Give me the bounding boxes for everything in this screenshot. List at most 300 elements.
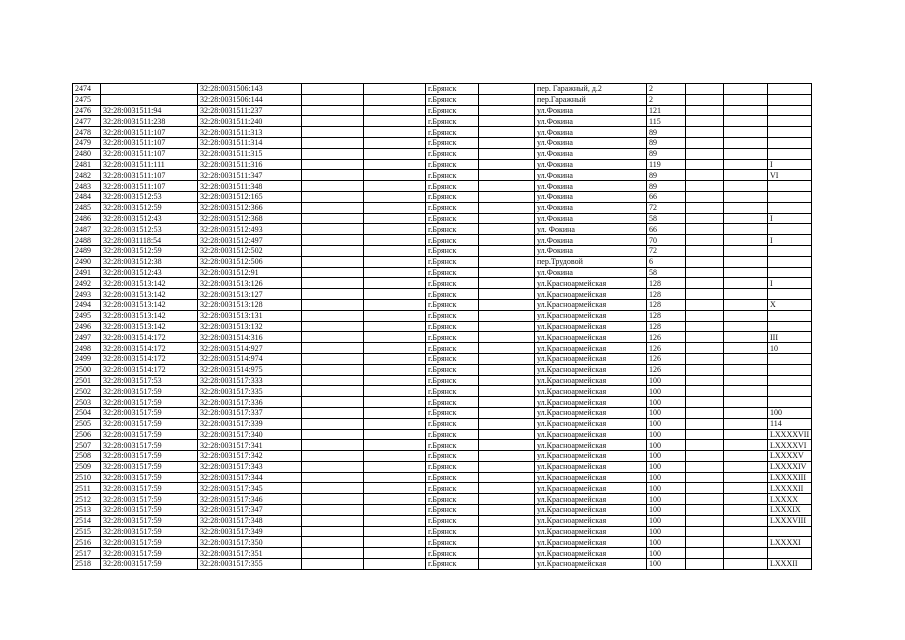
cell-empty-col-e <box>724 202 768 213</box>
cell-empty-col-d <box>686 289 724 300</box>
table-row <box>73 483 812 494</box>
cell-empty-col-c <box>479 548 535 559</box>
cell-empty-col-a <box>302 94 364 105</box>
cell-empty-col-e <box>724 548 768 559</box>
cell-cadastral-number: 32:28:0031512:165 <box>198 191 302 202</box>
cell-cadastral-number: 32:28:0031517:344 <box>198 472 302 483</box>
cell-empty-col-a <box>302 321 364 332</box>
cell-empty-col-b <box>364 429 426 440</box>
cell-parent-cadastral-number: 32:28:0031511:107 <box>101 127 198 138</box>
cell-city: г.Брянск <box>426 191 479 202</box>
table-row <box>73 494 812 505</box>
cell-city: г.Брянск <box>426 515 479 526</box>
cell-city: г.Брянск <box>426 137 479 148</box>
cell-empty-col-e <box>724 472 768 483</box>
cell-empty-col-e <box>724 397 768 408</box>
cell-cadastral-number: 32:28:0031512:91 <box>198 267 302 278</box>
cell-parent-cadastral-number: 32:28:0031512:53 <box>101 191 198 202</box>
cell-empty-col-b <box>364 116 426 127</box>
cell-room-number <box>768 267 812 278</box>
cell-empty-col-a <box>302 397 364 408</box>
cell-cadastral-number: 32:28:0031517:351 <box>198 548 302 559</box>
table-row <box>73 137 812 148</box>
cell-house-number: 2 <box>647 94 686 105</box>
cell-empty-col-c <box>479 537 535 548</box>
cell-row-number: 2509 <box>73 461 101 472</box>
cell-empty-col-a <box>302 418 364 429</box>
cell-cadastral-number: 32:28:0031517:333 <box>198 375 302 386</box>
cell-empty-col-b <box>364 127 426 138</box>
cell-empty-col-e <box>724 94 768 105</box>
cell-empty-col-e <box>724 353 768 364</box>
cell-parent-cadastral-number: 32:28:0031512:53 <box>101 224 198 235</box>
cell-empty-col-c <box>479 289 535 300</box>
cell-empty-col-e <box>724 515 768 526</box>
cell-empty-col-c <box>479 461 535 472</box>
cell-empty-col-d <box>686 429 724 440</box>
cell-empty-col-a <box>302 267 364 278</box>
cell-street: ул.Фокина <box>535 191 647 202</box>
cell-room-number <box>768 137 812 148</box>
cell-empty-col-c <box>479 267 535 278</box>
cell-empty-col-d <box>686 299 724 310</box>
cell-row-number: 2497 <box>73 332 101 343</box>
cell-row-number: 2481 <box>73 159 101 170</box>
cell-parent-cadastral-number: 32:28:0031517:59 <box>101 472 198 483</box>
cell-house-number: 72 <box>647 245 686 256</box>
cell-parent-cadastral-number <box>101 84 198 95</box>
cell-empty-col-d <box>686 472 724 483</box>
cell-empty-col-c <box>479 310 535 321</box>
cell-house-number: 6 <box>647 256 686 267</box>
cell-row-number: 2504 <box>73 407 101 418</box>
cell-street: ул.Фокина <box>535 148 647 159</box>
cell-house-number: 128 <box>647 278 686 289</box>
cell-empty-col-c <box>479 397 535 408</box>
cell-room-number <box>768 375 812 386</box>
cell-empty-col-a <box>302 278 364 289</box>
cell-cadastral-number: 32:28:0031517:339 <box>198 418 302 429</box>
cell-room-number: 114 <box>768 418 812 429</box>
cell-empty-col-c <box>479 202 535 213</box>
cell-house-number: 121 <box>647 105 686 116</box>
cell-room-number: I <box>768 213 812 224</box>
cell-house-number: 100 <box>647 537 686 548</box>
cell-empty-col-c <box>479 375 535 386</box>
cell-room-number: LXXXXV <box>768 451 812 462</box>
cell-street: ул.Фокина <box>535 137 647 148</box>
cell-house-number: 89 <box>647 148 686 159</box>
cell-empty-col-c <box>479 407 535 418</box>
cell-house-number: 100 <box>647 483 686 494</box>
table-row <box>73 461 812 472</box>
cell-parent-cadastral-number: 32:28:0031513:142 <box>101 310 198 321</box>
cell-city: г.Брянск <box>426 472 479 483</box>
cell-street: пер. Гаражный, д.2 <box>535 84 647 95</box>
cell-empty-col-a <box>302 461 364 472</box>
cell-street: ул.Фокина <box>535 116 647 127</box>
cell-row-number: 2486 <box>73 213 101 224</box>
cell-row-number: 2507 <box>73 440 101 451</box>
cell-empty-col-d <box>686 213 724 224</box>
cell-cadastral-number: 32:28:0031511:316 <box>198 159 302 170</box>
cell-empty-col-a <box>302 105 364 116</box>
cell-room-number: LXXXXII <box>768 483 812 494</box>
cell-room-number <box>768 526 812 537</box>
cell-empty-col-c <box>479 353 535 364</box>
cell-empty-col-b <box>364 472 426 483</box>
cell-empty-col-c <box>479 386 535 397</box>
cell-empty-col-c <box>479 245 535 256</box>
cell-empty-col-b <box>364 84 426 95</box>
cell-row-number: 2480 <box>73 148 101 159</box>
cell-room-number: X <box>768 299 812 310</box>
cell-street: ул. Фокина <box>535 224 647 235</box>
cell-row-number: 2511 <box>73 483 101 494</box>
cell-empty-col-c <box>479 213 535 224</box>
cell-row-number: 2487 <box>73 224 101 235</box>
cell-empty-col-c <box>479 84 535 95</box>
cell-row-number: 2518 <box>73 559 101 570</box>
cell-house-number: 126 <box>647 353 686 364</box>
cell-city: г.Брянск <box>426 245 479 256</box>
cell-row-number: 2515 <box>73 526 101 537</box>
table-row <box>73 181 812 192</box>
cell-empty-col-b <box>364 191 426 202</box>
cell-street: ул.Красноармейская <box>535 299 647 310</box>
cell-empty-col-d <box>686 105 724 116</box>
cell-parent-cadastral-number: 32:28:0031118:54 <box>101 235 198 246</box>
cell-cadastral-number: 32:28:0031513:126 <box>198 278 302 289</box>
cell-house-number: 100 <box>647 429 686 440</box>
cell-room-number: I <box>768 278 812 289</box>
cell-room-number: LXXXXIV <box>768 461 812 472</box>
cell-row-number: 2514 <box>73 515 101 526</box>
cell-house-number: 128 <box>647 299 686 310</box>
cell-empty-col-b <box>364 494 426 505</box>
cell-room-number: 10 <box>768 343 812 354</box>
cell-empty-col-a <box>302 483 364 494</box>
cell-cadastral-number: 32:28:0031517:343 <box>198 461 302 472</box>
table-row <box>73 559 812 570</box>
cell-street: ул.Красноармейская <box>535 440 647 451</box>
cell-empty-col-e <box>724 332 768 343</box>
table-row <box>73 235 812 246</box>
cell-row-number: 2482 <box>73 170 101 181</box>
table-row <box>73 94 812 105</box>
cell-empty-col-d <box>686 375 724 386</box>
cell-city: г.Брянск <box>426 278 479 289</box>
cell-empty-col-b <box>364 548 426 559</box>
cell-empty-col-d <box>686 483 724 494</box>
cell-empty-col-a <box>302 116 364 127</box>
cell-empty-col-a <box>302 526 364 537</box>
cell-cadastral-number: 32:28:0031517:335 <box>198 386 302 397</box>
cell-cadastral-number: 32:28:0031512:493 <box>198 224 302 235</box>
cell-room-number <box>768 256 812 267</box>
cell-empty-col-e <box>724 321 768 332</box>
cell-parent-cadastral-number: 32:28:0031513:142 <box>101 321 198 332</box>
table-body <box>73 84 812 570</box>
cell-row-number: 2492 <box>73 278 101 289</box>
cell-empty-col-c <box>479 105 535 116</box>
cell-house-number: 100 <box>647 397 686 408</box>
table-row <box>73 116 812 127</box>
cell-city: г.Брянск <box>426 440 479 451</box>
cell-empty-col-d <box>686 267 724 278</box>
cell-empty-col-b <box>364 364 426 375</box>
cell-empty-col-d <box>686 332 724 343</box>
cell-parent-cadastral-number: 32:28:0031517:59 <box>101 397 198 408</box>
cell-empty-col-a <box>302 245 364 256</box>
cell-empty-col-e <box>724 299 768 310</box>
cell-empty-col-e <box>724 364 768 375</box>
cell-empty-col-d <box>686 505 724 516</box>
cell-room-number <box>768 397 812 408</box>
cell-parent-cadastral-number: 32:28:0031517:59 <box>101 494 198 505</box>
cell-street: ул.Красноармейская <box>535 310 647 321</box>
table-row <box>73 170 812 181</box>
cell-empty-col-d <box>686 343 724 354</box>
cell-empty-col-a <box>302 224 364 235</box>
table-row <box>73 526 812 537</box>
cell-empty-col-a <box>302 375 364 386</box>
cell-room-number: III <box>768 332 812 343</box>
cell-parent-cadastral-number: 32:28:0031517:59 <box>101 429 198 440</box>
cell-empty-col-e <box>724 429 768 440</box>
cell-empty-col-e <box>724 375 768 386</box>
cell-street: ул.Красноармейская <box>535 559 647 570</box>
cell-empty-col-b <box>364 515 426 526</box>
cell-cadastral-number: 32:28:0031517:346 <box>198 494 302 505</box>
cell-parent-cadastral-number: 32:28:0031512:38 <box>101 256 198 267</box>
cell-empty-col-c <box>479 278 535 289</box>
cell-parent-cadastral-number: 32:28:0031517:53 <box>101 375 198 386</box>
cell-cadastral-number: 32:28:0031511:237 <box>198 105 302 116</box>
cell-house-number: 89 <box>647 170 686 181</box>
cell-empty-col-e <box>724 451 768 462</box>
cell-parent-cadastral-number: 32:28:0031511:94 <box>101 105 198 116</box>
cell-empty-col-b <box>364 310 426 321</box>
cell-cadastral-number: 32:28:0031517:355 <box>198 559 302 570</box>
cell-house-number: 89 <box>647 181 686 192</box>
cell-empty-col-b <box>364 397 426 408</box>
cell-empty-col-c <box>479 526 535 537</box>
cell-street: ул.Фокина <box>535 235 647 246</box>
cell-cadastral-number: 32:28:0031511:313 <box>198 127 302 138</box>
cell-room-number: LXXXXI <box>768 537 812 548</box>
cell-house-number: 126 <box>647 343 686 354</box>
table-row <box>73 224 812 235</box>
cell-city: г.Брянск <box>426 343 479 354</box>
table-row <box>73 289 812 300</box>
cell-house-number: 100 <box>647 559 686 570</box>
table-row <box>73 191 812 202</box>
cell-city: г.Брянск <box>426 310 479 321</box>
cell-room-number: LXXXXVI <box>768 440 812 451</box>
cell-street: ул.Фокина <box>535 105 647 116</box>
cell-row-number: 2498 <box>73 343 101 354</box>
cell-street: ул.Красноармейская <box>535 418 647 429</box>
cell-house-number: 100 <box>647 526 686 537</box>
cell-house-number: 100 <box>647 494 686 505</box>
cell-empty-col-b <box>364 440 426 451</box>
table-row <box>73 202 812 213</box>
cell-empty-col-b <box>364 299 426 310</box>
cell-city: г.Брянск <box>426 386 479 397</box>
cell-empty-col-d <box>686 515 724 526</box>
cell-room-number: LXXXXVII <box>768 429 812 440</box>
cell-city: г.Брянск <box>426 213 479 224</box>
cell-city: г.Брянск <box>426 397 479 408</box>
cell-empty-col-c <box>479 94 535 105</box>
cell-empty-col-e <box>724 537 768 548</box>
cell-empty-col-c <box>479 515 535 526</box>
cell-city: г.Брянск <box>426 494 479 505</box>
cell-parent-cadastral-number: 32:28:0031514:172 <box>101 364 198 375</box>
cell-empty-col-b <box>364 375 426 386</box>
table-row <box>73 278 812 289</box>
cell-empty-col-c <box>479 321 535 332</box>
cell-empty-col-a <box>302 343 364 354</box>
cell-parent-cadastral-number: 32:28:0031517:59 <box>101 537 198 548</box>
cell-empty-col-d <box>686 148 724 159</box>
cell-city: г.Брянск <box>426 332 479 343</box>
cell-empty-col-c <box>479 483 535 494</box>
cell-empty-col-e <box>724 494 768 505</box>
cell-row-number: 2499 <box>73 353 101 364</box>
table-row <box>73 440 812 451</box>
cell-cadastral-number: 32:28:0031513:132 <box>198 321 302 332</box>
table-row <box>73 375 812 386</box>
cell-empty-col-e <box>724 148 768 159</box>
cell-street: ул.Фокина <box>535 245 647 256</box>
cell-empty-col-e <box>724 256 768 267</box>
cell-empty-col-c <box>479 170 535 181</box>
cell-row-number: 2476 <box>73 105 101 116</box>
cell-house-number: 126 <box>647 332 686 343</box>
cell-cadastral-number: 32:28:0031514:974 <box>198 353 302 364</box>
cell-empty-col-e <box>724 440 768 451</box>
cell-parent-cadastral-number: 32:28:0031517:59 <box>101 418 198 429</box>
cell-empty-col-d <box>686 94 724 105</box>
cell-room-number <box>768 321 812 332</box>
cell-empty-col-e <box>724 84 768 95</box>
cell-street: ул.Фокина <box>535 267 647 278</box>
table-row <box>73 321 812 332</box>
cell-house-number: 126 <box>647 364 686 375</box>
cell-empty-col-c <box>479 418 535 429</box>
cell-empty-col-a <box>302 515 364 526</box>
cell-street: ул.Красноармейская <box>535 278 647 289</box>
cell-street: ул.Красноармейская <box>535 526 647 537</box>
cell-house-number: 72 <box>647 202 686 213</box>
cell-room-number <box>768 245 812 256</box>
cell-empty-col-e <box>724 505 768 516</box>
records-table <box>72 83 812 570</box>
cell-row-number: 2484 <box>73 191 101 202</box>
cell-empty-col-c <box>479 494 535 505</box>
cell-empty-col-c <box>479 332 535 343</box>
cell-empty-col-b <box>364 461 426 472</box>
cell-house-number: 100 <box>647 375 686 386</box>
cell-city: г.Брянск <box>426 364 479 375</box>
cell-cadastral-number: 32:28:0031512:366 <box>198 202 302 213</box>
cell-cadastral-number: 32:28:0031517:345 <box>198 483 302 494</box>
cell-empty-col-b <box>364 559 426 570</box>
cell-empty-col-a <box>302 127 364 138</box>
cell-parent-cadastral-number: 32:28:0031513:142 <box>101 289 198 300</box>
cell-city: г.Брянск <box>426 105 479 116</box>
table-row <box>73 364 812 375</box>
cell-street: ул.Фокина <box>535 159 647 170</box>
cell-house-number: 100 <box>647 515 686 526</box>
cell-empty-col-b <box>364 94 426 105</box>
cell-empty-col-e <box>724 191 768 202</box>
cell-house-number: 89 <box>647 137 686 148</box>
cell-cadastral-number: 32:28:0031517:336 <box>198 397 302 408</box>
cell-cadastral-number: 32:28:0031511:240 <box>198 116 302 127</box>
table-row <box>73 84 812 95</box>
table-row <box>73 397 812 408</box>
cell-empty-col-b <box>364 321 426 332</box>
table-row <box>73 267 812 278</box>
cell-room-number <box>768 84 812 95</box>
cell-city: г.Брянск <box>426 170 479 181</box>
cell-house-number: 100 <box>647 472 686 483</box>
cell-city: г.Брянск <box>426 235 479 246</box>
cell-parent-cadastral-number: 32:28:0031517:59 <box>101 461 198 472</box>
cell-cadastral-number: 32:28:0031506:143 <box>198 84 302 95</box>
cell-house-number: 2 <box>647 84 686 95</box>
table-row <box>73 472 812 483</box>
cell-empty-col-b <box>364 105 426 116</box>
cell-empty-col-e <box>724 235 768 246</box>
cell-empty-col-b <box>364 256 426 267</box>
cell-empty-col-b <box>364 451 426 462</box>
cell-empty-col-c <box>479 181 535 192</box>
cell-room-number: I <box>768 235 812 246</box>
cell-house-number: 128 <box>647 310 686 321</box>
cell-cadastral-number: 32:28:0031517:347 <box>198 505 302 516</box>
cell-cadastral-number: 32:28:0031511:314 <box>198 137 302 148</box>
cell-row-number: 2493 <box>73 289 101 300</box>
cell-street: ул.Фокина <box>535 127 647 138</box>
cell-street: ул.Красноармейская <box>535 515 647 526</box>
cell-room-number <box>768 191 812 202</box>
table-row <box>73 418 812 429</box>
cell-room-number: LXXXVIII <box>768 515 812 526</box>
cell-empty-col-d <box>686 397 724 408</box>
cell-street: ул.Красноармейская <box>535 483 647 494</box>
cell-cadastral-number: 32:28:0031514:975 <box>198 364 302 375</box>
cell-city: г.Брянск <box>426 505 479 516</box>
cell-street: пер.Гаражный <box>535 94 647 105</box>
cell-empty-col-d <box>686 537 724 548</box>
cell-empty-col-e <box>724 213 768 224</box>
cell-empty-col-e <box>724 289 768 300</box>
cell-empty-col-d <box>686 440 724 451</box>
cell-empty-col-c <box>479 429 535 440</box>
cell-house-number: 100 <box>647 386 686 397</box>
cell-empty-col-d <box>686 245 724 256</box>
cell-empty-col-b <box>364 245 426 256</box>
cell-room-number: I <box>768 159 812 170</box>
cell-city: г.Брянск <box>426 224 479 235</box>
cell-empty-col-c <box>479 148 535 159</box>
cell-empty-col-b <box>364 505 426 516</box>
cell-row-number: 2512 <box>73 494 101 505</box>
